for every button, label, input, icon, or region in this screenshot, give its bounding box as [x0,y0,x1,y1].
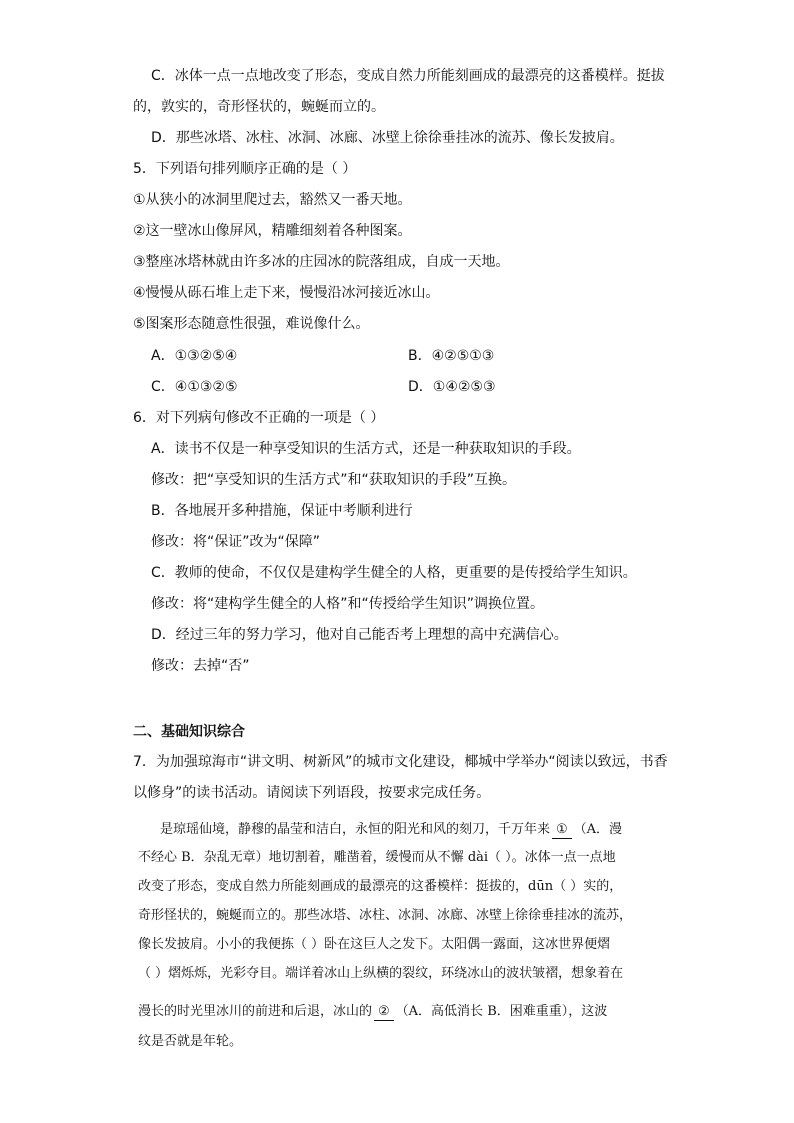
q6-option-a: A．读书不仅是一种享受知识的生活方式，还是一种获取知识的手段。 [151,441,581,457]
q5-sentence-4: ④慢慢从砾石堆上走下来，慢慢沿冰河接近冰山。 [133,285,440,301]
passage-line-4: 奇形怪状的，蜿蜒而立的。那些冰塔、冰柱、冰洞、冰廊、冰壁上徐徐垂挂冰的流苏， [138,908,633,923]
q5-sentence-1: ①从狭小的冰洞里爬过去，豁然又一番天地。 [133,192,412,208]
q4-option-c-line1: C．冰体一点一点地改变了形态，变成自然力所能刻画成的最漂亮的这番模样。挺拔 [151,68,665,84]
q5-option-b: B．④②⑤①③ [408,348,495,364]
section-heading: 二、基础知识综合 [133,724,245,740]
passage-line-1-text-a: 是琼瑶仙境，静穆的晶莹和洁白，永恒的阳光和风的刻刀，千万年来 [160,822,551,837]
q6-fix-a: 修改：把“享受知识的生活方式”和“获取知识的手段”互换。 [151,472,517,488]
q5-option-d: D．①④②⑤③ [408,379,496,395]
q5-sentence-3: ③整座冰塔林就由许多冰的庄园冰的院落组成，自成一天地。 [133,254,510,270]
q6-option-c: C．教师的使命，不仅仅是建构学生健全的人格，更重要的是传授给学生知识。 [151,565,637,581]
passage-line-3: 改变了形态，变成自然力所能刻画成的最漂亮的这番模样：挺拔的，dūn（ ）实的， [138,879,623,894]
blank-1: ① [552,822,572,839]
q4-option-d: D．那些冰塔、冰柱、冰洞、冰廊、冰壁上徐徐垂挂冰的流苏、像长发披肩。 [151,130,624,146]
q5-sentence-2: ②这一壁冰山像屏风，精雕细刻着各种图案。 [133,223,412,239]
q7-stem-line1: 7．为加强琼海市“讲文明、树新风”的城市文化建设，椰城中学举办“阅读以致远，书香 [133,754,668,770]
passage-line-8: 纹是否就是年轮。 [138,1034,243,1049]
q6-fix-c: 修改：将“建构学生健全的人格”和“传授给学生知识”调换位置。 [151,596,545,612]
passage-line-5: 像长发披肩。小小的我便拣（ ）卧在这巨人之发下。太阳偶一露面，这冰世界便熠 [138,937,611,952]
q6-stem: 6．对下列病句修改不正确的一项是（ ） [133,410,385,426]
passage-line-1-text-b: （A．漫 [573,822,623,837]
q6-option-d: D．经过三年的努力学习，他对自己能否考上理想的高中充满信心。 [151,627,568,643]
passage-line-6: （ ）熠烁烁，光彩夺目。端详着冰山上纵横的裂纹，环绕冰山的波状皱褶，想象着在 [138,966,624,981]
q6-fix-b: 修改：将“保证”改为“保障” [151,534,321,550]
q4-option-c-line2: 的，敦实的，奇形怪状的，蜿蜒而立的。 [133,99,385,115]
q5-option-a: A．①③②⑤④ [151,348,238,364]
passage-line-1 [160,820,622,840]
passage-line-7 [138,1002,607,1022]
q6-fix-d: 修改：去掉“否” [151,658,250,674]
q6-option-b: B．各地展开多种措施，保证中考顺利进行 [151,503,413,519]
passage-line-7-text-a: 漫长的时光里冰川的前进和后退，冰山的 [138,1004,373,1019]
q5-stem: 5．下列语句排列顺序正确的是（ ） [133,161,357,177]
passage-line-2: 不经心 B．杂乱无章）地切割着，雕凿着，缓慢而从不懈 dài（ ）。冰体一点一点地 [138,850,616,865]
q5-sentence-5: ⑤图案形态随意性很强，难说像什么。 [133,316,370,332]
passage-line-7-text-b: （A．高低消长 B．困难重重），这波 [395,1004,608,1019]
blank-2: ② [374,1004,394,1021]
q5-option-c: C．④①③②⑤ [151,379,238,395]
q7-stem-line2: 以修身”的读书活动。请阅读下列语段，按要求完成任务。 [133,785,491,801]
